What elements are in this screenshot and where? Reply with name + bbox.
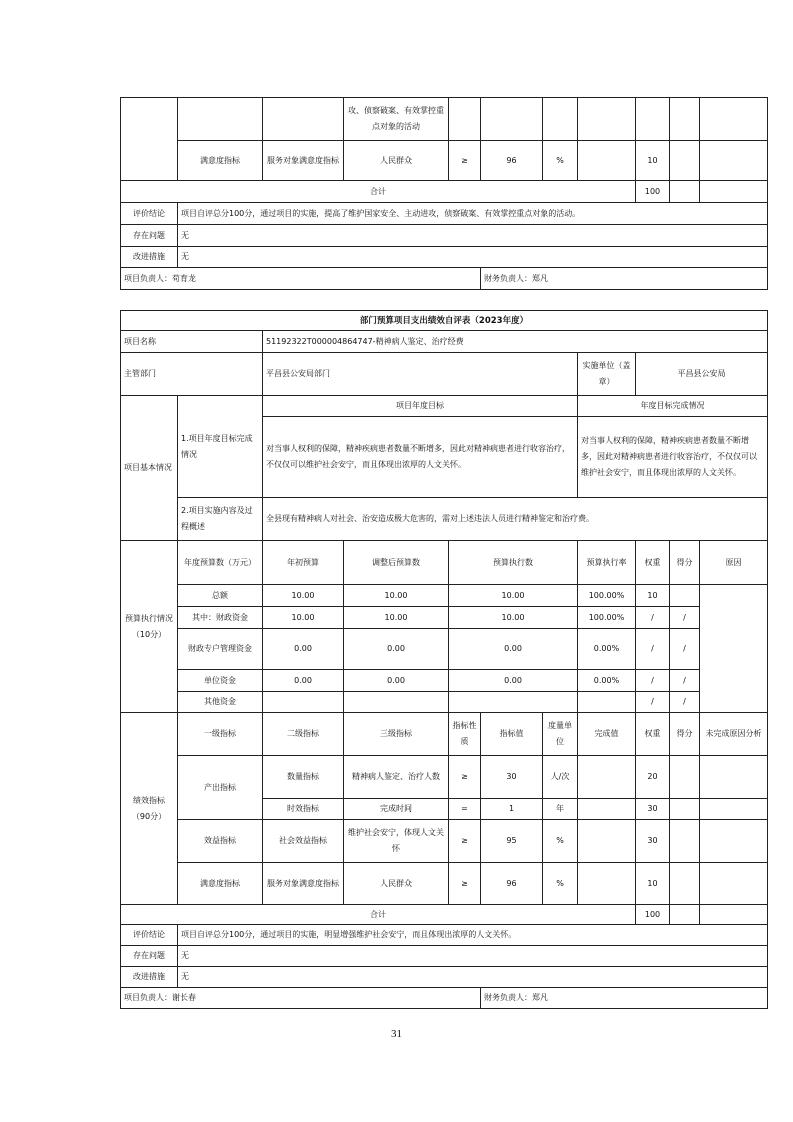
cell: 攻、侦察破案、有效掌控重点对象的活动 — [344, 98, 449, 141]
cell: 满意度指标 — [178, 141, 263, 181]
conclusion-row — [121, 203, 768, 225]
perf-label: 绩效指标（90分） — [121, 713, 178, 905]
measure-row — [121, 247, 768, 268]
cell: 10.00 — [263, 607, 344, 629]
col-header: 年度预算数（万元） — [178, 541, 263, 585]
impl-unit-label: 实施单位（盖章） — [578, 353, 636, 396]
evaluation-table-2023 — [120, 310, 768, 1009]
conclusion-label: 评价结论 — [121, 925, 178, 946]
goal-header: 项目年度目标 — [263, 396, 578, 417]
budget-header-row — [121, 541, 768, 585]
cell: 服务对象满意度指标 — [263, 863, 344, 905]
total-value: 100 — [636, 181, 670, 203]
cell: 96 — [481, 141, 543, 181]
measure-label: 改进措施 — [121, 967, 178, 988]
cell: = — [449, 799, 481, 820]
cell: ≥ — [449, 141, 481, 181]
measure-label: 改进措施 — [121, 247, 178, 268]
cell: 维护社会安宁，体现人文关怀 — [344, 820, 449, 863]
budget-row — [121, 629, 768, 670]
cell: 10 — [636, 863, 670, 905]
cell: / — [636, 670, 670, 692]
cell: / — [670, 670, 700, 692]
cell: 人民群众 — [344, 863, 449, 905]
cell: 96 — [481, 863, 543, 905]
cell: 完成时间 — [344, 799, 449, 820]
cell: 0.00 — [449, 670, 578, 692]
cell: 100.00% — [578, 585, 636, 607]
cell: 0.00% — [578, 670, 636, 692]
cell: 10.00 — [344, 607, 449, 629]
cell: 人/次 — [543, 756, 578, 799]
cell: 30 — [636, 799, 670, 820]
cell: 10.00 — [449, 607, 578, 629]
cell: / — [636, 629, 670, 670]
signature-row — [121, 268, 768, 290]
table-title: 部门预算项目支出绩效自评表（2023年度） — [121, 311, 768, 331]
goal-label: 1.项目年度目标完成情况 — [178, 396, 263, 498]
goal-text: 对当事人权利的保障，精神疾病患者数量不断增多，因此对精神病患者进行收容治疗，不仅仅可以维护社会安宁，而且体现出浓厚的人文关怀。 — [263, 417, 578, 498]
problem-row — [121, 225, 768, 247]
evaluation-table-continued — [120, 97, 768, 290]
cell: 0.00 — [263, 670, 344, 692]
problem-text: 无 — [178, 225, 768, 247]
dept-value: 平昌县公安局部门 — [263, 353, 578, 396]
table-row — [121, 98, 768, 141]
cell: 服务对象满意度指标 — [263, 141, 344, 181]
cell: 30 — [636, 820, 670, 863]
cell: / — [636, 692, 670, 713]
project-name: 51192322T000004864747-精神病人鉴定、治疗经费 — [263, 331, 768, 353]
budget-row — [121, 670, 768, 692]
col-header: 得分 — [670, 713, 700, 756]
impl-desc-label: 2.项目实施内容及过程概述 — [178, 498, 263, 541]
cell — [578, 692, 636, 713]
total-value: 100 — [636, 905, 670, 925]
problem-text: 无 — [178, 946, 768, 967]
cell: 10.00 — [344, 585, 449, 607]
cell: / — [636, 607, 670, 629]
done-text: 对当事人权利的保障，精神疾病患者数量不断增多，因此对精神病患者进行收容治疗，不仅仅可以维护社会安宁，而且体现出浓厚的人文关怀。 — [578, 417, 768, 498]
col-header: 三级指标 — [344, 713, 449, 756]
col-header: 权重 — [636, 541, 670, 585]
dept-label: 主管部门 — [121, 353, 263, 396]
total-label: 合计 — [121, 905, 636, 925]
budget-row — [121, 585, 768, 607]
perf-row — [121, 756, 768, 799]
cell: 10.00 — [263, 585, 344, 607]
budget-row — [121, 607, 768, 629]
reason-cell — [700, 585, 768, 713]
col-header: 预算执行数 — [449, 541, 578, 585]
cell: % — [543, 863, 578, 905]
total-row — [121, 181, 768, 203]
col-header: 原因 — [700, 541, 768, 585]
budget-row — [121, 692, 768, 713]
cell: ≥ — [449, 863, 481, 905]
cell: 10 — [636, 585, 670, 607]
col-header: 一级指标 — [178, 713, 263, 756]
cell: 30 — [481, 756, 543, 799]
measure-row — [121, 967, 768, 988]
cell: % — [543, 820, 578, 863]
cell: 0.00 — [449, 629, 578, 670]
cell: 财政专户管理资金 — [178, 629, 263, 670]
col-header: 得分 — [670, 541, 700, 585]
col-header: 权重 — [636, 713, 670, 756]
cell: 社会效益指标 — [263, 820, 344, 863]
total-row — [121, 905, 768, 925]
cell: ≥ — [449, 820, 481, 863]
conclusion-row — [121, 925, 768, 946]
signature-row — [121, 988, 768, 1009]
cell: 单位资金 — [178, 670, 263, 692]
cell — [670, 585, 700, 607]
measure-text: 无 — [178, 247, 768, 268]
col-header: 完成值 — [578, 713, 636, 756]
cell: 1 — [481, 799, 543, 820]
cell: 产出指标 — [178, 756, 263, 820]
conclusion-text: 项目自评总分100分，通过项目的实施，明显增强维护社会安宁，而且体现出浓厚的人文关怀。 — [178, 925, 768, 946]
cell — [263, 692, 344, 713]
perf-header-row — [121, 713, 768, 756]
cell: 年 — [543, 799, 578, 820]
cell: 时效指标 — [263, 799, 344, 820]
cell: / — [670, 629, 700, 670]
cell: 效益指标 — [178, 820, 263, 863]
done-header: 年度目标完成情况 — [578, 396, 768, 417]
basic-info-label: 项目基本情况 — [121, 396, 178, 541]
col-header: 未完成原因分析 — [700, 713, 768, 756]
perf-row — [121, 863, 768, 905]
col-header: 调整后预算数 — [344, 541, 449, 585]
cell: 100.00% — [578, 607, 636, 629]
page-number: 31 — [391, 1028, 402, 1040]
problem-label: 存在问题 — [121, 225, 178, 247]
measure-text: 无 — [178, 967, 768, 988]
cell: ≥ — [449, 756, 481, 799]
finance-leader: 财务负责人：郑凡 — [481, 268, 768, 290]
cell: 0.00% — [578, 629, 636, 670]
conclusion-label: 评价结论 — [121, 203, 178, 225]
perf-row — [121, 820, 768, 863]
cell: 总额 — [178, 585, 263, 607]
cell: 人民群众 — [344, 141, 449, 181]
total-label: 合计 — [121, 181, 636, 203]
cell: 其中：财政资金 — [178, 607, 263, 629]
cell: / — [670, 692, 700, 713]
col-header: 指标值 — [481, 713, 543, 756]
impl-desc-text: 全县现有精神病人对社会、治安造成极大危害的，需对上述违法人员进行精神鉴定和治疗费。 — [263, 498, 768, 541]
finance-leader: 财务负责人：郑凡 — [481, 988, 768, 1009]
cell: 20 — [636, 756, 670, 799]
cell: 10 — [636, 141, 670, 181]
project-name-label: 项目名称 — [121, 331, 263, 353]
col-header: 年初预算 — [263, 541, 344, 585]
cell: 10.00 — [449, 585, 578, 607]
cell: 0.00 — [344, 629, 449, 670]
cell: 0.00 — [263, 629, 344, 670]
impl-unit-value: 平昌县公安局 — [636, 353, 768, 396]
col-header: 预算执行率 — [578, 541, 636, 585]
cell: 其他资金 — [178, 692, 263, 713]
cell: 0.00 — [344, 670, 449, 692]
cell: 满意度指标 — [178, 863, 263, 905]
cell: % — [543, 141, 578, 181]
cell: 数量指标 — [263, 756, 344, 799]
budget-label: 预算执行情况（10分） — [121, 541, 178, 713]
cell: / — [670, 607, 700, 629]
project-leader: 项目负责人：苟育龙 — [121, 268, 481, 290]
cell: 95 — [481, 820, 543, 863]
cell — [344, 692, 449, 713]
col-header: 度量单位 — [543, 713, 578, 756]
table-row — [121, 141, 768, 181]
col-header: 二级指标 — [263, 713, 344, 756]
col-header: 指标性质 — [449, 713, 481, 756]
project-leader: 项目负责人：谢长春 — [121, 988, 481, 1009]
problem-label: 存在问题 — [121, 946, 178, 967]
conclusion-text: 项目自评总分100分，通过项目的实施，提高了维护国家安全、主动进攻，侦察破案、有效掌控重点对象的活动。 — [178, 203, 768, 225]
cell — [449, 692, 578, 713]
problem-row — [121, 946, 768, 967]
cell: 精神病人鉴定、治疗人数 — [344, 756, 449, 799]
